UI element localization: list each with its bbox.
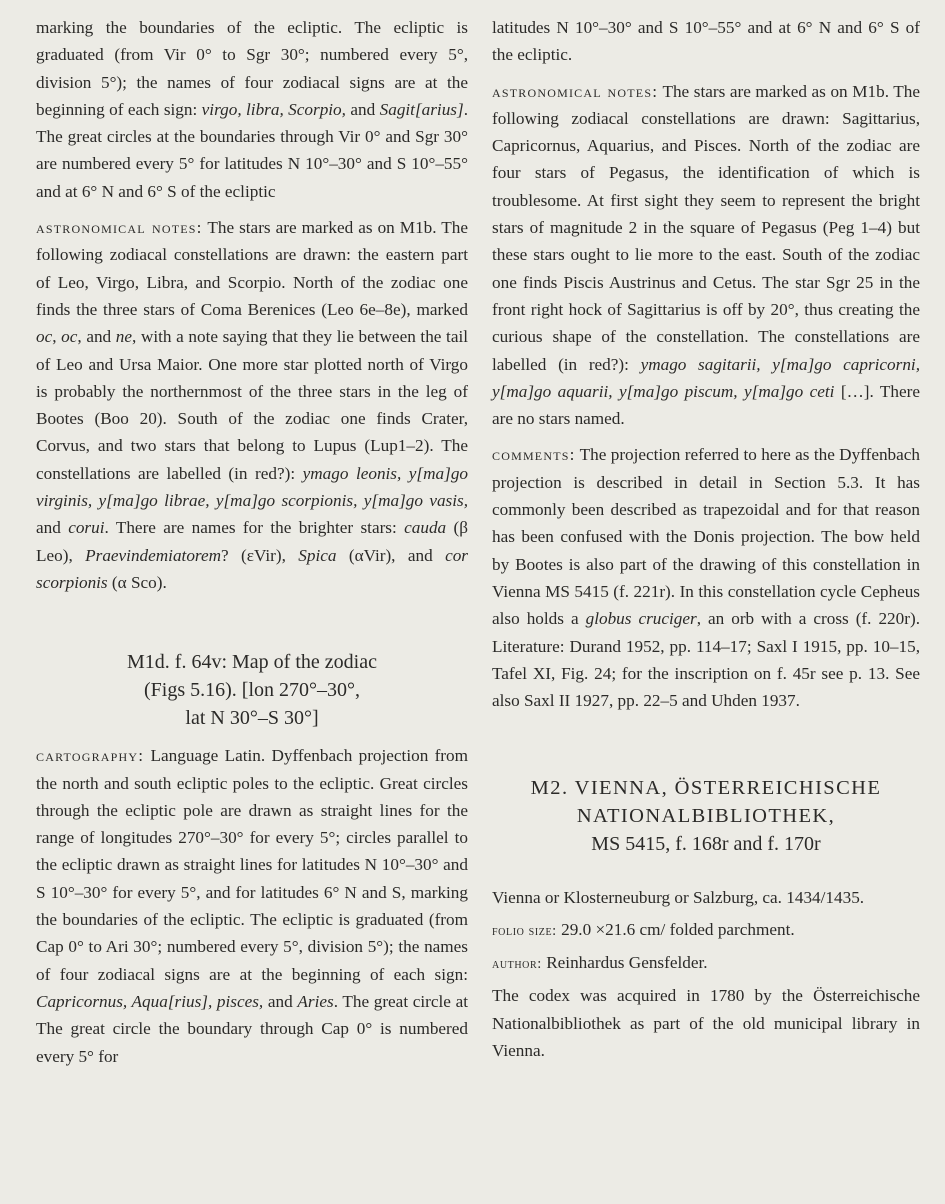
comments-label: comments: — [492, 445, 576, 465]
folio-size-label: folio size: — [492, 922, 557, 939]
astronomical-notes-m1c: astronomical notes: The stars are marked as on M1b. The following zodiacal constellations are drawn: the eastern part of Leo, Virgo, Libra, and Scorpio. North of the zodiac one finds the three stars of Coma Berenices (Leo 6e–8e), marked oc, oc, and ne, with a note saying that they lie between the tail of Leo and Ursa Maior. One more star plotted north of Virgo is probably the northernmost of the three stars in the leg of Bootes (Boo 20). South of the zodiac one finds Crater, Corvus, and two stars that belong to Lupus (Lup1–2). The constellations are labelled (in red?): ymago leonis, y[ma]go virginis, y[ma]go librae, y[ma]go scorpionis, y[ma]go vasis, and corui. There are names for the brighter stars: cauda (β Leo), Praevindemiatorem? (εVir), Spica (αVir), and cor scorpionis (α Sco). — [36, 218, 469, 592]
author-label: author: — [492, 956, 542, 973]
folio-size-line: folio size: 29.0 ×21.6 cm/ folded parchment. — [492, 919, 795, 939]
right-column — [492, 14, 920, 1064]
origin-line: Vienna or Klosterneuburg or Salzburg, ca. 1434/1435. — [492, 888, 865, 908]
cartography-paragraph: cartography: Language Latin. Dyffenbach projection from the north and south ecliptic poles to the ecliptic. Great circles through the ecliptic pole are drawn as straight lines for the range of longitudes 270°–30° for every 5°; circles parallel to the ecliptic drawn as straight lines for latitudes N 10°–30° and S 10°–30° for every 5°, and for latitudes 6° N and S, marking the boundaries of the ecliptic. The ecliptic is graduated (from Cap 0° to Ari 30°; numbered every 5°, division 5°); the names of four zodiacal signs are at the beginning of each sign: Capricornus, Aqua[rius], pisces, and Aries. The great circle at The great circle the boundary through Cap 0° is numbered every 5° for — [36, 746, 468, 1066]
cartography-label: cartography: — [36, 746, 145, 766]
acquisition-paragraph: The codex was acquired in 1780 by the Österreichische Nationalbibliothek as part of the old municipal library in Vienna. — [492, 986, 920, 1060]
paragraph-graduation: marking the boundaries of the ecliptic. The ecliptic is graduated (from Vir 0° to Sgr 30°; numbered every 5°, division 5°); the names of four zodiacal signs are at the beginning of each sign: virgo, libra, Scorpio, and Sagit[arius]. The great circles at the boundaries through Vir 0° and Sgr 30° are numbered every 5° for latitudes N 10°–30° and S 10°–55° and at 6° N and 6° S of the ecliptic — [36, 18, 468, 201]
comments-paragraph: comments: The projection referred to here as the Dyffenbach projection is described in detail in Section 5.3. It has commonly been described as trapezoidal and for that reason has been confused with the Donis projection. The bow held by Bootes is also part of the drawing of this constellation in Vienna MS 5415 (f. 221r). In this constellation cycle Cepheus also holds a globus cruciger, an orb with a cross (f. 220r). Literature: Durand 1952, pp. 114–17; Saxl I 1915, pp. 10–15, Tafel XI, Fig. 24; for the inscription on f. 45r see p. 13. See also Saxl II 1927, pp. 22–5 and Uhden 1937. — [492, 445, 920, 711]
astronomical-notes-label: astronomical notes: — [36, 218, 203, 238]
astronomical-notes-m1d: astronomical notes: The stars are marked as on M1b. The following zodiacal constellations are drawn: Sagittarius, Capricornus, Aquarius, and Pisces. North of the zodiac are four stars of Pegasus, the identification of which is troublesome. At first sight they seem to represent the bright stars of magnitude 2 in the square of Pegasus (Peg 1–4) but these stars ought to lie more to the east. South of the zodiac one finds Piscis Austrinus and Cetus. The star Sgr 25 in the front right hock of Sagittarius is off by 20°, thus creating the curious shape of the constellation. The constellations are labelled (in red?): ymago sagitarii, y[ma]go capricorni, y[ma]go aquarii, y[ma]go piscum, y[ma]go ceti […]. There are no stars named. — [492, 81, 921, 429]
paragraph-latitudes: latitudes N 10°–30° and S 10°–55° and at 6° N and 6° S of the ecliptic. — [492, 18, 920, 65]
section-heading-m2: M2. VIENNA, ÖSTERREICHISCHE NATIONALBIBLIOTHEK, — [530, 777, 882, 828]
left-column — [36, 14, 468, 1070]
section-subheading-m2: MS 5415, f. 168r and f. 170r — [591, 833, 821, 856]
map-heading-m1d: M1d. f. 64v: Map of the zodiac (Figs 5.16). [lon 270°–30°, lat N 30°–S 30°] — [127, 651, 377, 730]
author-line: author: Reinhardus Gensfelder. — [492, 953, 708, 973]
astronomical-notes-label: astronomical notes: — [492, 81, 659, 101]
manuscript-metadata — [492, 884, 920, 1064]
